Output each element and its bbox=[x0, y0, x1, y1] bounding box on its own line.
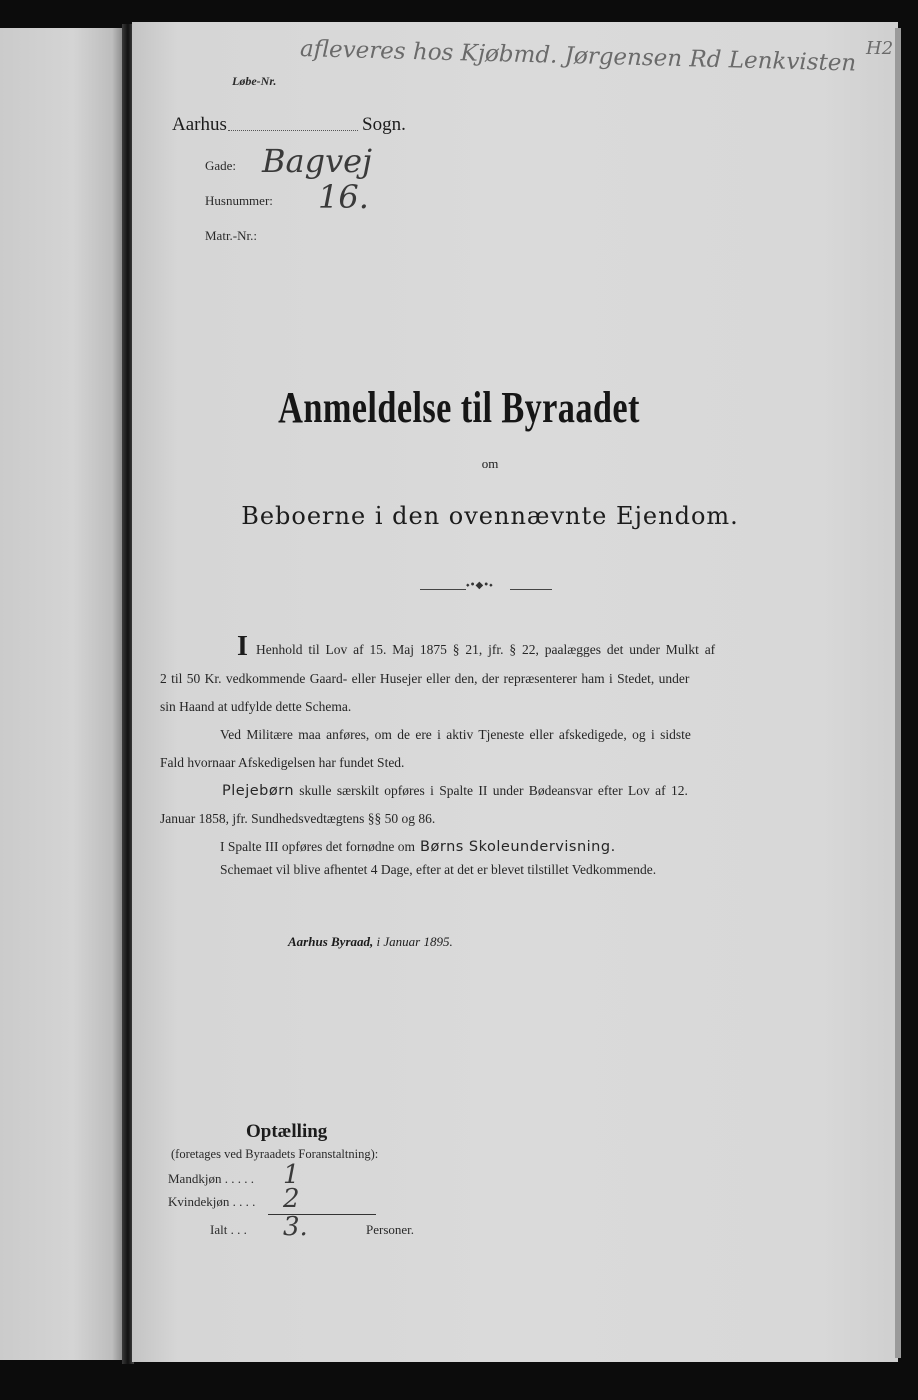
paragraph-5: Schemaet vil blive afhentet 4 Dage, efter at det er blevet tilstillet Vedkommende. bbox=[220, 862, 657, 877]
paragraph-1-line-2: 2 til 50 Kr. vedkommende Gaard- eller Husejer eller den, der repræsenterer ham i Stedet, under bbox=[160, 671, 690, 686]
handwritten-note: afleveres hos Kjøbmd. Jørgensen Rd Lenkvisten bbox=[299, 36, 857, 77]
paragraph-1-line-3: sin Haand at udfylde dette Schema. bbox=[160, 699, 352, 714]
ialt-value: 3. bbox=[283, 1212, 308, 1242]
ornament-line-left bbox=[420, 589, 466, 590]
kvindekjon-value: 2 bbox=[283, 1184, 300, 1214]
paragraph-2-line-2: Fald hvornaar Afskedigelsen har fundet Sted. bbox=[160, 755, 405, 770]
paragraph-3-line-1 bbox=[222, 780, 688, 799]
ornament-line-right bbox=[510, 589, 552, 590]
matr-nr-label: Matr.-Nr.: bbox=[205, 228, 257, 243]
mandkjon-label: Mandkjøn . . . . . bbox=[168, 1171, 254, 1186]
page-mark: H2 bbox=[866, 38, 894, 59]
mandkjon-value: 1 bbox=[283, 1160, 300, 1190]
lobe-nr-label: Løbe-Nr. bbox=[232, 74, 277, 88]
city-label: Aarhus bbox=[172, 114, 227, 135]
signature-issuer: Aarhus Byraad, bbox=[288, 934, 374, 949]
facing-page-left bbox=[0, 28, 122, 1360]
title-connector: om bbox=[481, 456, 499, 471]
signature-date: i Januar 1895. bbox=[376, 934, 453, 949]
gade-label: Gade: bbox=[205, 158, 237, 173]
document-subtitle: Beboerne i den ovennævnte Ejendom. bbox=[241, 502, 739, 530]
sogn-label: Sogn. bbox=[362, 114, 406, 135]
ornament-diamond-icon: ⬩•◆•⬩ bbox=[466, 580, 493, 591]
kvindekjon-label: Kvindekjøn . . . . bbox=[168, 1194, 256, 1209]
count-subheading: (foretages ved Byraadets Foranstaltning): bbox=[171, 1147, 379, 1161]
sogn-dotline bbox=[228, 130, 358, 131]
signature bbox=[288, 934, 453, 950]
paragraph-2-line-1: Ved Militære maa anføres, om de ere i aktiv Tjeneste eller afskedigede, og i sidste bbox=[220, 727, 691, 742]
ialt-label: Ialt . . . bbox=[210, 1222, 247, 1237]
page-edge bbox=[895, 28, 901, 1358]
paragraph-4-emphasis: Børns Skoleundervisning. bbox=[420, 839, 616, 855]
count-heading: Optælling bbox=[246, 1121, 328, 1142]
paragraph-4 bbox=[220, 836, 616, 855]
personer-label: Personer. bbox=[366, 1222, 415, 1237]
paragraph-1-line-1: Henhold til Lov af 15. Maj 1875 § 21, jfr. § 22, paalægges det under Mulkt af bbox=[256, 642, 716, 657]
paragraph-4-start: I Spalte III opføres det fornødne om bbox=[220, 839, 415, 854]
husnummer-value: 16. bbox=[318, 178, 369, 216]
paragraph-3-rest: skulle særskilt opføres i Spalte II under Bødeansvar efter Lov af 12. bbox=[299, 783, 688, 798]
paragraph-3-line-2: Januar 1858, jfr. Sundhedsvedtægtens §§ 50 og 86. bbox=[160, 811, 436, 826]
plejeborn-lead: Plejebørn bbox=[222, 783, 295, 799]
document-title: Anmeldelse til Byraadet bbox=[278, 383, 640, 432]
dropcap: I bbox=[237, 631, 248, 662]
gade-value: Bagvej bbox=[262, 142, 373, 180]
husnummer-label: Husnummer: bbox=[205, 193, 273, 208]
